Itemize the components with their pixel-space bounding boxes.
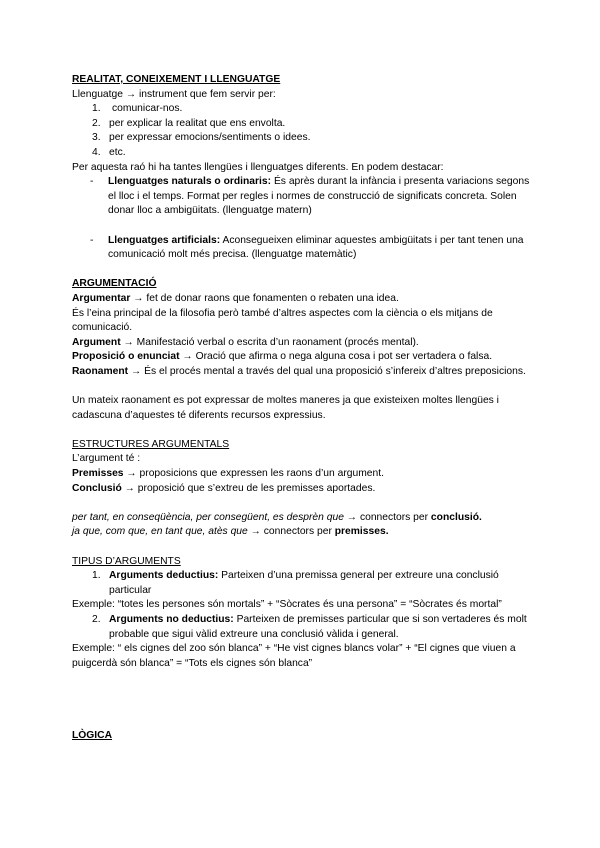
list-text: Parteixen d’una premissa general per extreure una conclusió particular — [109, 570, 499, 596]
document-page — [72, 73, 532, 744]
list-item — [72, 146, 532, 161]
connector-text: → connectors per — [343, 511, 431, 523]
spacer — [72, 671, 532, 729]
spacer — [72, 423, 532, 438]
list-term: Arguments no deductius: — [109, 613, 234, 625]
argumentar-definition — [72, 292, 532, 307]
bullet-term: Llenguatges naturals o ordinaris — [108, 176, 268, 188]
definition-text: → Manifestació verbal o escrita d’un raonament (procés mental). — [120, 336, 419, 348]
connector-text: → connectors per — [247, 526, 335, 538]
tipus-list-2 — [72, 613, 532, 642]
argument-intro: L’argument té : — [72, 453, 141, 465]
section-title-realitat: REALITAT, CONEIXEMENT I LLENGUATGE — [72, 74, 281, 85]
eina-paragraph: És l’eina principal de la filosofia però també d’altres aspectes com la ciència o els mitjans de comunicació. — [72, 307, 493, 334]
list-text: etc. — [109, 146, 126, 158]
connector-target: premisses. — [334, 526, 389, 538]
connectors-conclusio — [72, 511, 532, 526]
list-number: 3. — [92, 132, 101, 144]
conclusio-definition — [72, 482, 532, 497]
list-item — [72, 175, 532, 219]
spacer — [72, 263, 532, 278]
bullet-text: Aconsegueixen eliminar aquestes ambigüitats i per tant tenen una comunicació molt més precisa. (llenguatge matemàtic) — [108, 234, 524, 261]
bullet-dash: - — [90, 234, 94, 246]
list-text: per explicar la realitat que ens envolta. — [109, 117, 286, 129]
section-title-tipus: TIPUS D’ARGUMENTS — [72, 555, 181, 567]
spacer — [72, 379, 532, 394]
example-deductius: Exemple: “totes les persones són mortals” + “Sòcrates és una persona” = “Sòcrates és mortal” — [72, 599, 502, 611]
term: Argument — [72, 336, 121, 348]
definition-text: → proposició que s’extreu de les premisses aportades. — [121, 482, 376, 494]
list-term: Arguments deductius: — [109, 570, 219, 582]
spacer — [72, 496, 532, 511]
list-text: comunicar-nos. — [112, 103, 183, 115]
list-item — [72, 569, 532, 598]
list-text: per expressar emocions/sentiments o idees. — [109, 132, 311, 144]
connector-target: conclusió. — [430, 511, 482, 523]
list-number: 1. — [92, 570, 101, 582]
raonament-definition — [72, 365, 532, 380]
list-number: 2. — [92, 613, 101, 625]
term: Raonament — [72, 365, 129, 377]
list-item — [72, 102, 532, 117]
list-item — [72, 234, 532, 263]
list-item — [72, 613, 532, 642]
list-item — [72, 131, 532, 146]
connector-words: per tant, en conseqüència, per consegüent, es desprèn que — [72, 511, 344, 523]
definition-text: → proposicions que expressen les raons d’un argument. — [123, 468, 384, 480]
list-number: 4. — [92, 146, 101, 158]
bullet-term-sep: : — [267, 176, 272, 188]
connector-words: ja que, com que, en tant que, atès que — [72, 526, 248, 538]
definition-text: → Oració que afirma o nega alguna cosa i pot ser vertadera o falsa. — [179, 351, 493, 363]
list-spacer — [72, 219, 532, 234]
section-title-argumentacio: ARGUMENTACIÓ — [72, 278, 157, 290]
llenguatge-intro: Llenguatge → instrument que fem servir per: — [72, 88, 276, 100]
tipus-list-1 — [72, 569, 532, 598]
llenguatge-list — [72, 102, 532, 160]
proposicio-definition — [72, 350, 532, 365]
argument-definition — [72, 336, 532, 351]
connectors-premisses — [72, 525, 532, 540]
list-number: 1. — [92, 103, 101, 115]
raonament-paragraph: Un mateix raonament es pot expressar de moltes maneres ja que existeixen moltes llengües i cadascuna d’aquestes té diferents recursos expressius. — [72, 395, 499, 421]
term: Premisses — [72, 468, 124, 480]
definition-text: → És el procés mental a través del qual una proposició s’infereix d’altres preposicions. — [128, 365, 526, 377]
llenguatges-lead: Per aquesta raó hi ha tantes llengües i llenguatges diferents. En podem destacar: — [72, 161, 444, 173]
term: Proposició o enunciat — [72, 351, 180, 363]
definition-text: → fet de donar raons que fonamenten o rebaten una idea. — [130, 292, 399, 304]
section-title-estructures: ESTRUCTURES ARGUMENTALS — [72, 438, 230, 450]
premisses-definition — [72, 467, 532, 482]
bullet-dash: - — [90, 176, 94, 188]
example-no-deductius: Exemple: “ els cignes del zoo són blanca” + “He vist cignes blancs volar” + “El cignes que viuen a puigcerdà són blanca” = “Tots els cignes són blanca” — [72, 643, 516, 669]
term: Argumentar — [72, 292, 131, 304]
llenguatges-bullets — [72, 175, 532, 263]
bullet-text: És après durant la infància i presenta variacions segons el lloc i el temps. Format per regles i normes de construcció de significats concreta. Solen donar lloc a ambigüitats. (llenguatge matern) — [108, 176, 530, 217]
section-title-logica: LÒGICA — [72, 730, 113, 742]
list-number: 2. — [92, 117, 101, 129]
list-text: Parteixen de premisses particular que si son vertaderes és molt probable que sigui vàlid extreure una conclusió vàlida i general. — [109, 613, 527, 640]
spacer — [72, 540, 532, 555]
bullet-term: Llenguatges artificials: — [108, 234, 221, 246]
term: Conclusió — [72, 482, 122, 494]
list-item — [72, 117, 532, 132]
